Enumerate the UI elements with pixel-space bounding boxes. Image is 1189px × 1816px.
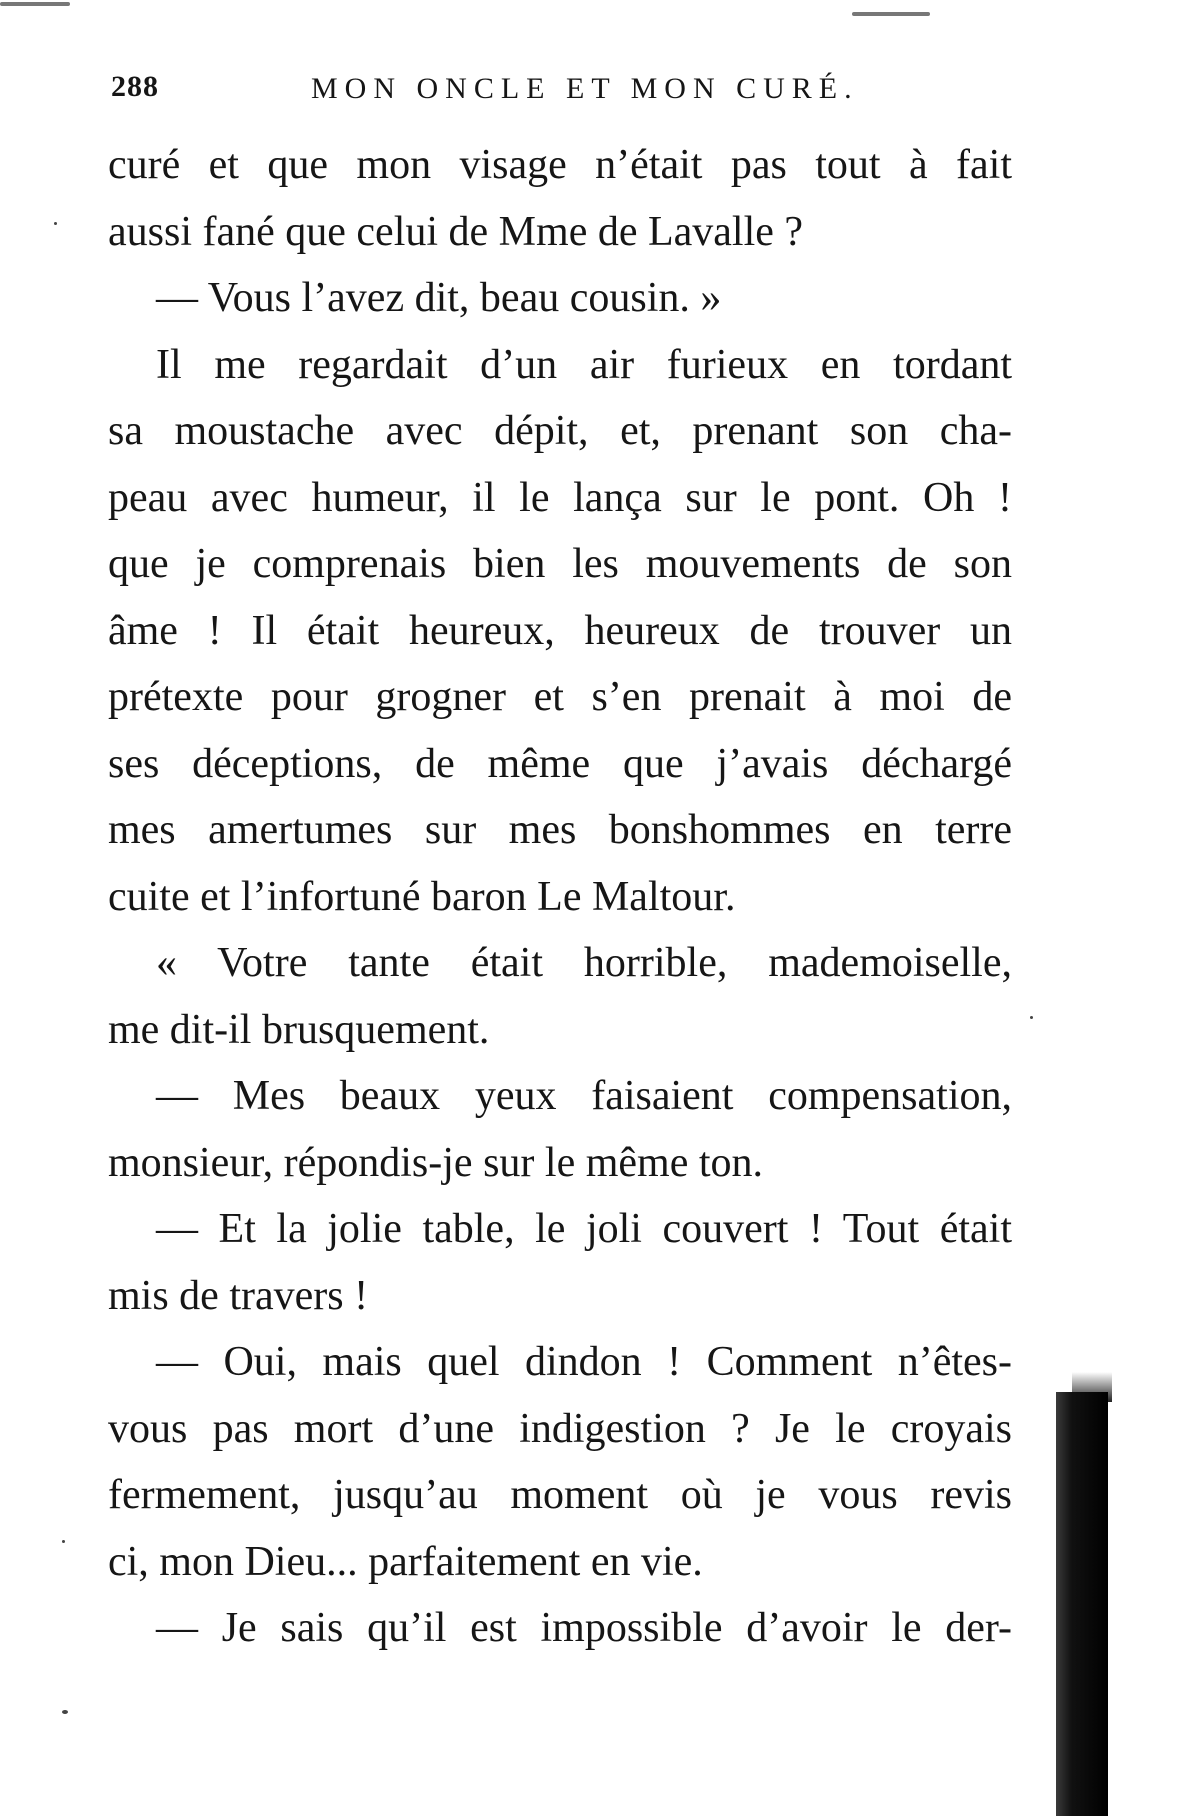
text-line: ses déceptions, de même que j’avais déchargé — [108, 740, 1012, 787]
text-line: — Mes beaux yeux faisaient compensation, — [156, 1073, 1012, 1119]
text-line: que je comprenais bien les mouvements de son — [108, 541, 1012, 587]
paper-speck — [54, 222, 57, 225]
page-number: 288 — [111, 70, 159, 103]
page-header — [111, 64, 1011, 104]
text-line: prétexte pour grogner et s’en prenait à moi de — [108, 674, 1012, 720]
text-line: ci, mon Dieu... parfaitement en vie. — [108, 1538, 703, 1585]
binding-shadow — [1056, 1392, 1108, 1816]
text-line: — Vous l’avez dit, beau cousin. » — [156, 275, 722, 321]
text-line: monsieur, répondis-je sur le même ton. — [108, 1139, 763, 1186]
text-line: âme ! Il était heureux, heureux de trouver un — [108, 607, 1012, 654]
text-line: mis de travers ! — [108, 1272, 369, 1319]
text-line: — Oui, mais quel dindon ! Comment n’êtes- — [156, 1339, 1012, 1385]
text-line: fermement, jusqu’au moment où je vous revis — [108, 1472, 1012, 1518]
text-line: vous pas mort d’une indigestion ? Je le croyais — [108, 1405, 1012, 1452]
body-text — [108, 132, 1012, 1662]
text-line: sa moustache avec dépit, et, prenant son cha- — [108, 408, 1012, 454]
top-right-smudge — [852, 12, 930, 16]
paper-speck — [62, 1710, 68, 1714]
paper-speck — [1030, 1016, 1033, 1019]
running-title: MON ONCLE ET MON CURÉ. — [311, 72, 859, 105]
text-line: — Et la jolie table, le joli couvert ! Tout était — [156, 1206, 1012, 1252]
text-line: curé et que mon visage n’était pas tout à fait — [108, 142, 1012, 188]
text-line: aussi fané que celui de Mme de Lavalle ? — [108, 208, 804, 255]
top-left-smudge — [0, 2, 70, 6]
text-line: cuite et l’infortuné baron Le Maltour. — [108, 873, 736, 920]
text-line: — Je sais qu’il est impossible d’avoir le der- — [156, 1605, 1012, 1651]
text-line: « Votre tante était horrible, mademoiselle, — [156, 940, 1012, 986]
text-line: mes amertumes sur mes bonshommes en terre — [108, 807, 1012, 853]
text-line: me dit-il brusquement. — [108, 1006, 490, 1053]
text-line: Il me regardait d’un air furieux en tordant — [156, 341, 1012, 388]
paper-speck — [62, 1540, 65, 1543]
text-line: peau avec humeur, il le lança sur le pont. Oh ! — [108, 474, 1012, 521]
